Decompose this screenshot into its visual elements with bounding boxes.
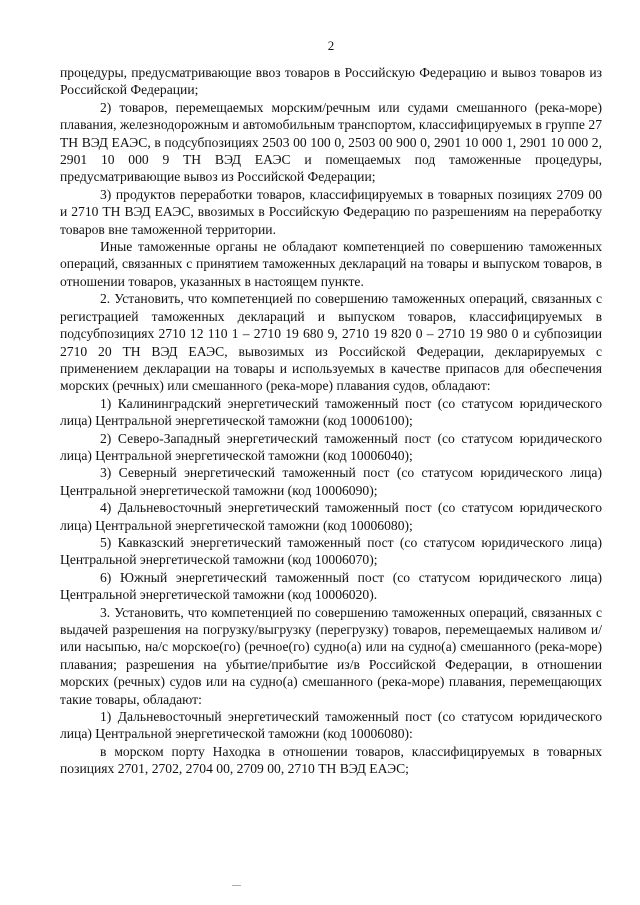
paragraph-other-customs: Иные таможенные органы не обладают компетенцией по совершению таможенных операций, связанных с принятием таможенных деклараций на товары и выпуском товаров, в отношении товаров, указанных в настоящем пункте. (60, 239, 602, 289)
paragraph-clause-3: 3. Установить, что компетенцией по совершению таможенных операций, связанных с выдачей разрешения на погрузку/выгрузку (перегрузку) товаров, перемещаемых наливом и/или насыпью, на/с морское(го) (речное(го) судно(а) или на судно(а) смешанного (река-море) плавания; разрешения на убытие/прибытие из/в Российской Федерации, в отношении морских (речных) судов или на судно(а) смешанного (река-море) плавания, перемещающих такие товары, обладают: (60, 604, 602, 707)
list-item-caucasus: 5) Кавказский энергетический таможенный пост (со статусом юридического лица) Центральной энергетической таможни (код 10006070); (60, 534, 602, 568)
document-body (60, 64, 602, 778)
list-item-far-east: 4) Дальневосточный энергетический таможенный пост (со статусом юридического лица) Центральной энергетической таможни (код 10006080); (60, 500, 602, 533)
paragraph-continuation: процедуры, предусматривающие ввоз товаров в Российскую Федерацию и вывоз товаров из Российской Федерации; (60, 65, 602, 98)
page-number: 2 (327, 38, 335, 53)
list-item-north-west: 2) Северо-Западный энергетический таможенный пост (со статусом юридического лица) Центральной энергетической таможни (код 10006040); (60, 430, 602, 463)
paragraph-nakhodka-port: в морском порту Находка в отношении товаров, классифицируемых в товарных позициях 2701, 2702, 2704 00, 2709 00, 2710 ТН ВЭД ЕАЭС; (60, 743, 602, 777)
paragraph-item-3-processing: 3) продуктов переработки товаров, классифицируемых в товарных позициях 2709 00 и 2710 ТН ВЭД ЕАЭС, ввозимых в Российскую Федерацию по разрешениям на переработку товаров вне таможенной территории. (60, 186, 602, 237)
list-item-far-east-clause-3: 1) Дальневосточный энергетический таможенный пост (со статусом юридического лица) Центральной энергетической таможни (код 10006080): (60, 709, 602, 742)
list-item-north: 3) Северный энергетический таможенный пост (со статусом юридического лица) Центральной энергетической таможни (код 10006090); (60, 465, 602, 498)
list-item-kaliningrad: 1) Калининградский энергетический таможенный пост (со статусом юридического лица) Центральной энергетической таможни (код 10006100); (60, 395, 602, 429)
paragraph-clause-2: 2. Установить, что компетенцией по совершению таможенных операций, связанных с регистрацией таможенных деклараций и выпуском товаров, классифицируемых в подсубпозициях 2710 12 110 1 – 2710 19 680 9, 2710 19 820 0 – 2710 19 980 0 и субпозиции 2710 20 ТН ВЭД ЕАЭС, вывозимых из Российской Федерации, декларируемых с применением декларации на товары и используемых в качестве припасов для обеспечения морских (речных) или смешанного (река-море) плавания судов, обладают: (60, 291, 602, 394)
list-item-south: 6) Южный энергетический таможенный пост (со статусом юридического лица) Центральной энергетической таможни (код 10006020). (60, 569, 602, 603)
paragraph-item-2-sea-rail-auto: 2) товаров, перемещаемых морским/речным или судами смешанного (река-море) плавания, железнодорожным и автомобильным транспортом, классифицируемых в группе 27 ТН ВЭД ЕАЭС, в подсубпозициях 2503 00 100 0, 2503 00 900 0, 2901 10 000 1, 2901 10 000 2, 2901 10 000 9 ТН ВЭД ЕАЭС и помещаемых под таможенные процедуры, предусматривающие вывоз из Российской Федерации; (60, 99, 602, 185)
footer-mark: — (232, 880, 241, 890)
